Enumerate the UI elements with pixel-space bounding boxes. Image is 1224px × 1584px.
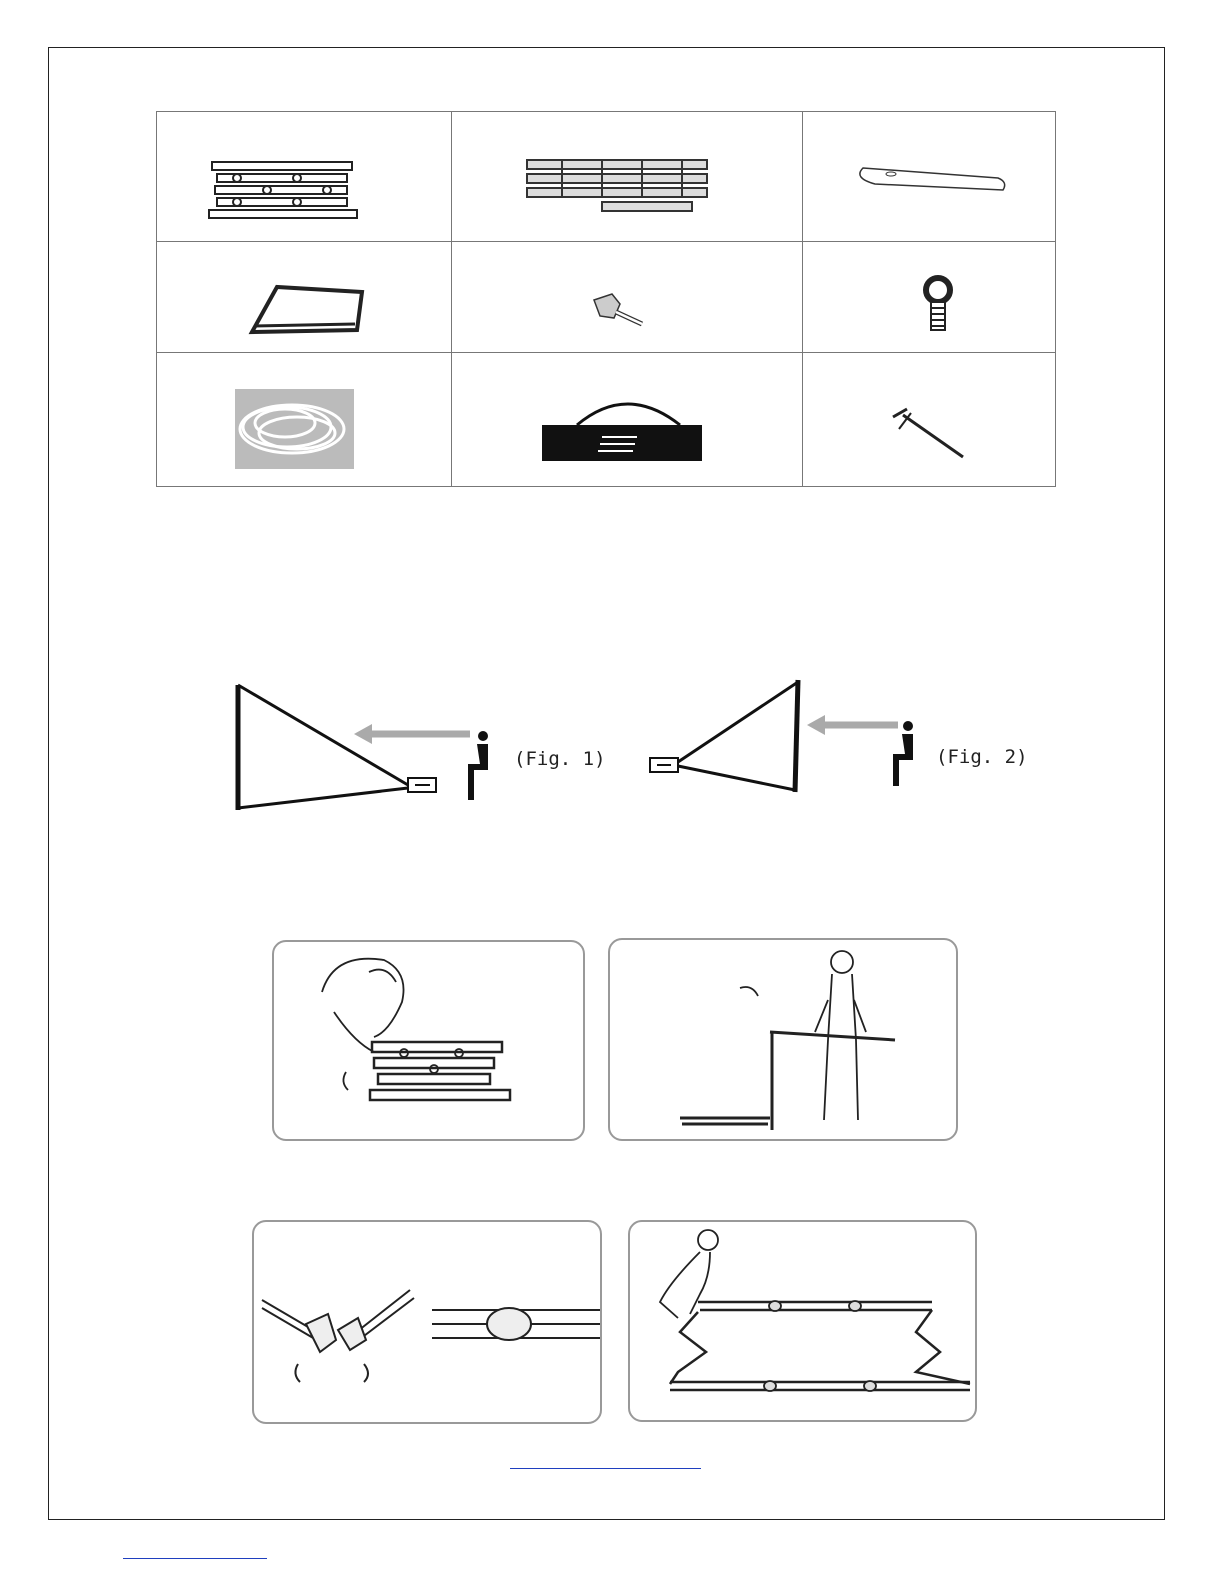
- hyperlink-underline[interactable]: [510, 1468, 701, 1469]
- leg-supports-icon: [452, 112, 802, 241]
- plate-bracket-icon: [803, 112, 1055, 241]
- projection-figures: [230, 670, 1030, 820]
- carrying-bag-icon: [452, 353, 802, 486]
- table-cell: [157, 242, 452, 353]
- parts-table: [156, 111, 1056, 487]
- table-cell: [803, 242, 1056, 353]
- step-panel-lay-frame: [628, 1220, 977, 1422]
- eye-bolt-icon: [803, 242, 1055, 352]
- table-cell: [452, 112, 803, 242]
- step-panel-unfold-frame: [272, 940, 585, 1141]
- fig2-label: (Fig. 2): [936, 746, 1028, 768]
- person-raising-frame-illustration: [610, 940, 958, 1141]
- table-row: [157, 242, 1056, 353]
- fig1-label: (Fig. 1): [514, 748, 606, 770]
- fig1-diagram: [238, 685, 488, 810]
- table-cell: [803, 112, 1056, 242]
- step-panel-lock-joints: [252, 1220, 602, 1424]
- table-row: [157, 112, 1056, 242]
- folded-screen-material-icon: [157, 242, 451, 352]
- table-cell: [157, 112, 452, 242]
- folding-frame-icon: [157, 112, 451, 241]
- joint-locking-detail-illustration: [254, 1222, 602, 1424]
- rope-coil-icon: [157, 353, 451, 486]
- step-panel-raise-frame: [608, 938, 958, 1141]
- fig2-diagram: [650, 680, 913, 792]
- table-cell: [803, 353, 1056, 487]
- ground-stake-icon: [803, 353, 1055, 486]
- footer-hyperlink-underline[interactable]: [123, 1558, 267, 1559]
- table-cell: [452, 242, 803, 353]
- person-laying-frame-illustration: [630, 1222, 977, 1422]
- table-row: [157, 353, 1056, 487]
- thumb-screw-icon: [452, 242, 802, 352]
- table-cell: [452, 353, 803, 487]
- person-unfolding-frame-illustration: [274, 942, 585, 1141]
- table-cell: [157, 353, 452, 487]
